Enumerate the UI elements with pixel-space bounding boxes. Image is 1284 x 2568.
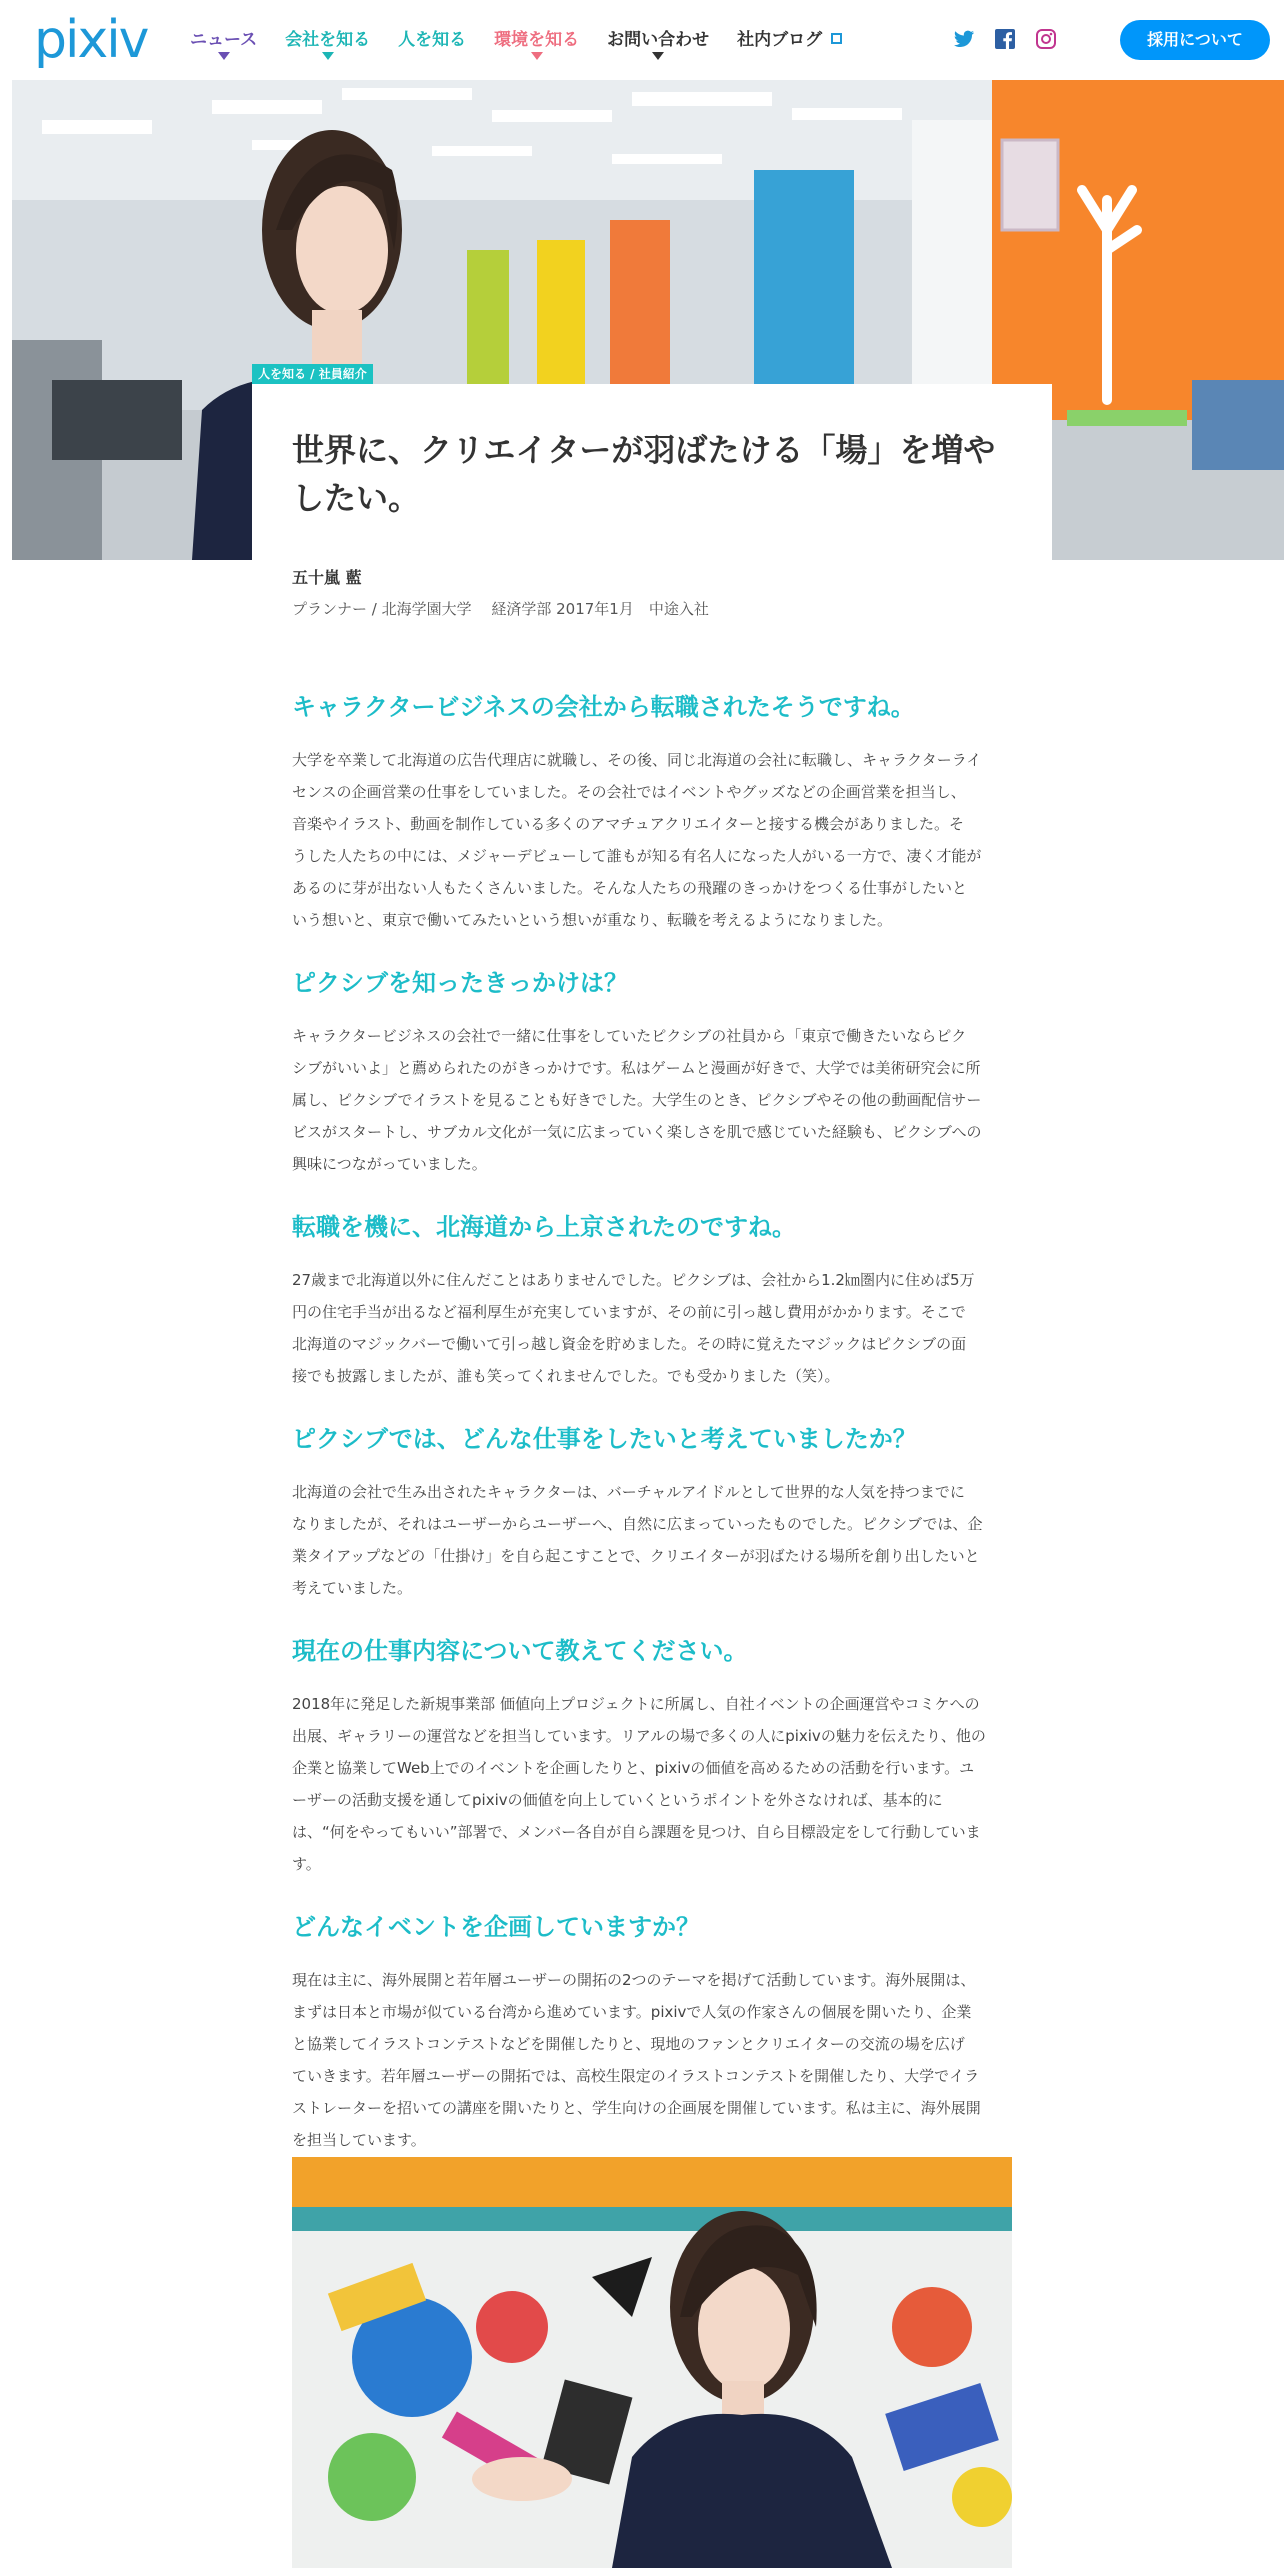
answer-text xyxy=(292,1476,1012,1604)
answer-line: 属し、ピクシブでイラストを見ることも好きでした。大学生のとき、ピクシブやその他の動画配信サー xyxy=(292,1091,982,1109)
answer-line: あるのに芽が出ない人もたくさんいました。そんな人たちの飛躍のきっかけをつくる仕事がしたいと xyxy=(292,879,968,897)
answer-line: 業タイアップなどの「仕掛け」を自ら起こすことで、クリエイターが羽ばたける場所を創り出したいと xyxy=(292,1547,980,1565)
answer-text xyxy=(292,744,1012,936)
answer-line: センスの企画営業の仕事をしていました。その会社ではイベントやグッズなどの企画営業を担当し、 xyxy=(292,783,966,801)
answer-line: なりましたが、それはユーザーからユーザーへ、自然に広まっていったものでした。ピクシブでは、企 xyxy=(292,1515,983,1533)
answer-line: 考えていました。 xyxy=(292,1579,413,1597)
page-title: 世界に、クリエイターが羽ばたける「場」を増やしたい。 xyxy=(292,431,996,517)
question-heading: 現在の仕事内容について教えてください。 xyxy=(292,1637,748,1665)
answer-line: 27歳まで北海道以外に住んだことはありませんでした。ピクシブは、会社から1.2㎞圏内に住めば5万 xyxy=(292,1271,975,1289)
answer-line: 出展、ギャラリーの運営などを担当しています。リアルの場で多くの人にpixivの魅力を伝えたり、他の xyxy=(292,1727,986,1745)
interview-photo-image xyxy=(292,2157,1012,2568)
answer-text xyxy=(292,1020,1012,1180)
answer-line: 興味につながっていました。 xyxy=(292,1155,487,1173)
interview-body xyxy=(292,690,1012,2186)
answer-line: まずは日本と市場が似ている台湾から進めています。pixivで人気の作家さんの個展を開いたり、企業 xyxy=(292,2003,972,2021)
site-header xyxy=(0,0,1284,80)
pixiv-logo[interactable]: pixiv xyxy=(34,10,148,70)
answer-text xyxy=(292,1264,1012,1392)
facebook-icon[interactable] xyxy=(993,27,1017,51)
chevron-down-icon xyxy=(322,52,334,60)
answer-line: す。 xyxy=(292,1855,321,1873)
main-nav xyxy=(190,28,870,52)
answer-line: うした人たちの中には、メジャーデビューして誰もが知る有名人になった人がいる一方で、凄く才能が xyxy=(292,847,982,865)
answer-line: シブがいいよ」と薦められたのがきっかけです。私はゲームと漫画が好きで、大学では美術研究会に所 xyxy=(292,1059,981,1077)
nav-contact[interactable] xyxy=(607,28,709,52)
twitter-icon[interactable] xyxy=(952,27,976,51)
question-heading: 転職を機に、北海道から上京されたのですね。 xyxy=(292,1213,796,1241)
answer-line: 2018年に発足した新規事業部 価値向上プロジェクトに所属し、自社イベントの企画運営やコミケへの xyxy=(292,1695,980,1713)
nav-company-label: 会社を知る xyxy=(285,30,371,50)
nav-environment[interactable] xyxy=(494,28,579,52)
answer-line: 企業と協業してWeb上でのイベントを企画したりと、pixivの価値を高めるための活動を行います。ユ xyxy=(292,1759,975,1777)
question-heading: どんなイベントを企画していますか？ xyxy=(292,1913,700,1941)
category-tag[interactable]: 人を知る / 社員紹介 xyxy=(252,364,373,384)
nav-contact-label: お問い合わせ xyxy=(607,30,710,50)
answer-line: ーザーの活動支援を通してpixivの価値を向上していくというポイントを外さなければ、基本的に xyxy=(292,1791,943,1809)
answer-line: 円の住宅手当が出るなど福利厚生が充実していますが、その前に引っ越し費用がかかります。そこで xyxy=(292,1303,966,1321)
nav-news[interactable] xyxy=(190,28,257,52)
qa-section xyxy=(292,690,1012,936)
answer-line: は、“何をやってもいい”部署で、メンバー各自が自ら課題を見つけ、自ら目標設定をして行動していま xyxy=(292,1823,981,1841)
qa-section xyxy=(292,966,1012,1180)
qa-section xyxy=(292,1210,1012,1392)
nav-news-label: ニュース xyxy=(190,30,258,50)
answer-line: キャラクタービジネスの会社で一緒に仕事をしていたピクシブの社員から「東京で働きたいならピク xyxy=(292,1027,967,1045)
nav-blog[interactable] xyxy=(737,28,842,52)
answer-line: いう想いと、東京で働いてみたいという想いが重なり、転職を考えるようになりました。 xyxy=(292,911,893,929)
external-link-icon xyxy=(831,33,842,44)
answer-line: 現在は主に、海外展開と若年層ユーザーの開拓の2つのテーマを掲げて活動しています。海外展開は、 xyxy=(292,1971,976,1989)
nav-environment-label: 環境を知る xyxy=(494,30,580,50)
question-heading: ピクシブを知ったきっかけは？ xyxy=(292,969,628,997)
answer-line: 大学を卒業して北海道の広告代理店に就職し、その後、同じ北海道の会社に転職し、キャラクターライ xyxy=(292,751,982,769)
answer-line: ビスがスタートし、サブカル文化が一気に広まっていく楽しさを肌で感じていた経験も、ピクシブへの xyxy=(292,1123,982,1141)
question-heading: ピクシブでは、どんな仕事をしたいと考えていましたか？ xyxy=(292,1425,917,1453)
qa-section xyxy=(292,1910,1012,2156)
answer-line: ストレーターを招いての講座を開いたりと、学生向けの企画展を開催しています。私は主に、海外展開 xyxy=(292,2099,981,2117)
answer-line: 音楽やイラスト、動画を制作している多くのアマチュアクリエイターと接する機会がありました。そ xyxy=(292,815,965,833)
qa-section xyxy=(292,1422,1012,1604)
chevron-down-icon xyxy=(218,52,230,60)
nav-company[interactable] xyxy=(285,28,370,52)
interviewee-name: 五十嵐 藍 xyxy=(292,568,362,587)
answer-line: ていきます。若年層ユーザーの開拓では、高校生限定のイラストコンテストを開催したり、大学でイラ xyxy=(292,2067,980,2085)
answer-line: 北海道のマジックバーで働いて引っ越し資金を貯めました。その時に覚えたマジックはピクシブの面 xyxy=(292,1335,967,1353)
instagram-icon[interactable] xyxy=(1034,27,1058,51)
answer-line: を担当しています。 xyxy=(292,2131,426,2149)
qa-section xyxy=(292,1634,1012,1880)
question-heading: キャラクタービジネスの会社から転職されたそうですね。 xyxy=(292,693,915,721)
chevron-down-icon xyxy=(652,52,664,60)
answer-text xyxy=(292,1964,1012,2156)
nav-blog-label: 社内ブログ xyxy=(737,30,823,50)
nav-people[interactable] xyxy=(398,28,466,52)
answer-line: 接でも披露しましたが、誰も笑ってくれませんでした。でも受かりました（笑）。 xyxy=(292,1367,840,1385)
title-card xyxy=(252,384,1052,560)
answer-text xyxy=(292,1688,1012,1880)
chevron-down-icon xyxy=(531,52,543,60)
nav-people-label: 人を知る xyxy=(398,30,467,50)
interview-photo xyxy=(292,2157,1012,2568)
answer-line: と協業してイラストコンテストなどを開催したりと、現地のファンとクリエイターの交流の場を広げ xyxy=(292,2035,965,2053)
interviewee-info: プランナー / 北海学園大学 経済学部 2017年1月 中途入社 xyxy=(292,600,709,618)
recruit-button[interactable]: 採用について xyxy=(1120,20,1270,60)
answer-line: 北海道の会社で生み出されたキャラクターは、バーチャルアイドルとして世界的な人気を持つまでに xyxy=(292,1483,965,1501)
